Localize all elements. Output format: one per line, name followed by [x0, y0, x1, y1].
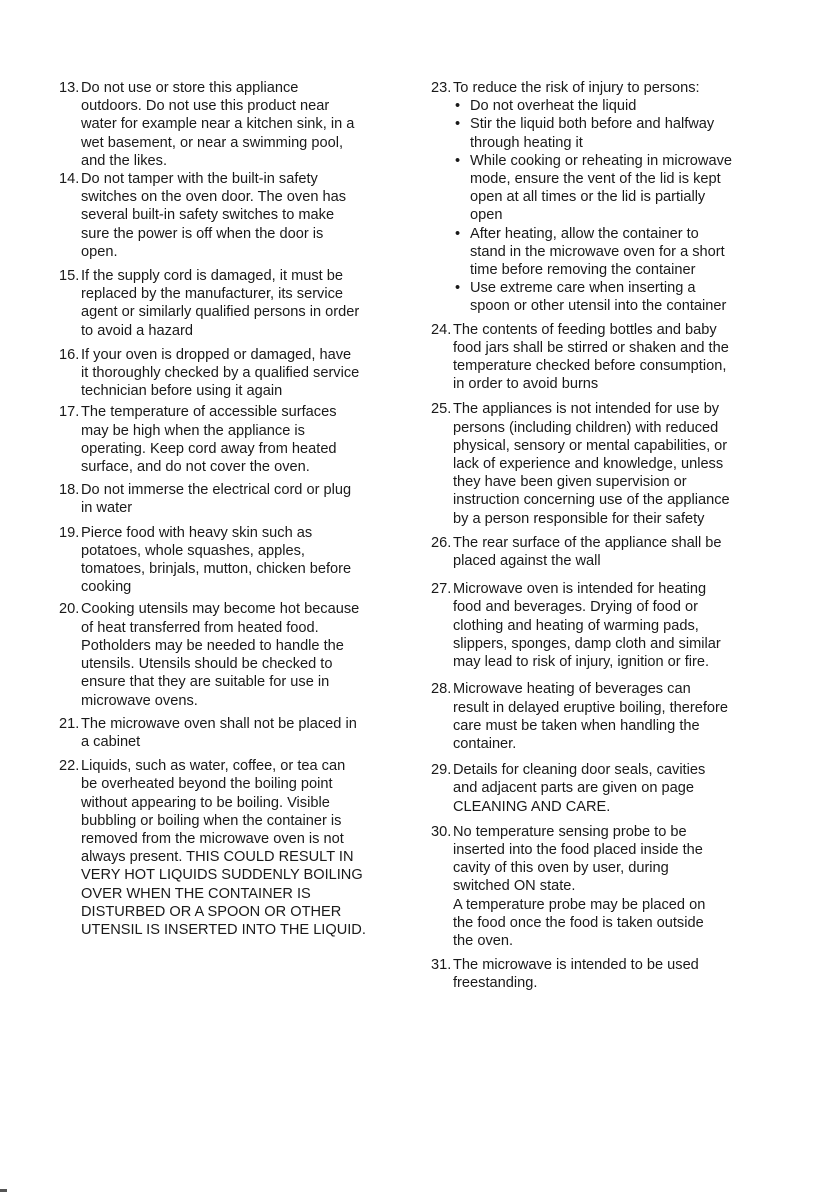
item-text-line: Cooking utensils may become hot because [81, 601, 360, 618]
item-text-line: OVER WHEN THE CONTAINER IS [81, 885, 311, 902]
bullet-item [453, 152, 761, 225]
item-text-line: agent or similarly qualified persons in order [81, 304, 360, 321]
item-number: 21. [59, 715, 80, 732]
item-text-line: CLEANING AND CARE. [453, 798, 611, 815]
item-number: 26. [431, 534, 452, 551]
safety-item-31 [431, 956, 761, 992]
item-text-line: The temperature of accessible surfaces [81, 404, 337, 421]
item-text-line: freestanding. [453, 975, 538, 992]
safety-item-30 [431, 823, 761, 950]
bullet-item [453, 97, 761, 115]
item-number: 20. [59, 601, 80, 618]
item-text-line: a cabinet [81, 733, 141, 750]
item-number: 24. [431, 321, 452, 338]
bullet-dot-icon: • [455, 152, 461, 169]
item-number: 13. [59, 80, 80, 96]
safety-item-17 [59, 403, 381, 476]
item-text-line: Microwave oven is intended for heating [453, 581, 707, 598]
item-text-line: No temperature sensing probe to be [453, 823, 687, 840]
bullet-text-line: open at all times or the lid is partially [470, 189, 706, 206]
item-text-line: inserted into the food placed inside the [453, 841, 703, 858]
item-text-line: A temperature probe may be placed on [453, 896, 706, 913]
item-text-line: Do not immerse the electrical cord or plug [81, 482, 352, 499]
item-number: 27. [431, 581, 452, 598]
item-text-line: operating. Keep cord away from heated [81, 440, 337, 457]
item-text-line: be overheated beyond the boiling point [81, 776, 333, 793]
item-text-line: technician before using it again [81, 383, 283, 400]
item-text-line: microwave ovens. [81, 692, 198, 709]
item-text-line: Microwave heating of beverages can [453, 681, 691, 698]
item-number: 30. [431, 823, 452, 840]
item-text-line: Do not tamper with the built-in safety [81, 171, 318, 188]
item-number: 16. [59, 346, 80, 363]
item-text-line: placed against the wall [453, 553, 601, 570]
safety-item-14 [59, 170, 381, 261]
item-number: 28. [431, 681, 452, 698]
item-text-line: potatoes, whole squashes, apples, [81, 542, 305, 559]
item-text-line: temperature checked before consumption, [453, 358, 727, 375]
item-text-line: in water [81, 500, 133, 517]
item-text-line: bubbling or boiling when the container is [81, 812, 342, 829]
item-text-line: The rear surface of the appliance shall be [453, 534, 722, 551]
item-text-line: may be high when the appliance is [81, 422, 305, 439]
item-number: 29. [431, 762, 452, 779]
item-text-line: UTENSIL IS INSERTED INTO THE LIQUID. [81, 921, 366, 938]
item-text-line: physical, sensory or mental capabilities, or [453, 437, 728, 454]
item-text-line: water for example near a kitchen sink, in a [81, 116, 355, 133]
item-number: 19. [59, 524, 80, 541]
item-text-line: persons (including children) with reduced [453, 419, 719, 436]
item-text-line: care must be taken when handling the [453, 717, 700, 734]
bullet-text-line: open [470, 207, 503, 224]
item-text-line: Details for cleaning door seals, cavities [453, 762, 706, 779]
item-text-line: Do not use or store this appliance [81, 80, 299, 96]
item-text-line: in order to avoid burns [453, 376, 599, 393]
item-text-line: tomatoes, brinjals, mutton, chicken before [81, 561, 352, 578]
safety-item-28 [431, 680, 761, 753]
item-text-line: it thoroughly checked by a qualified service [81, 365, 360, 382]
item-text-line: open. [81, 243, 118, 260]
bullet-text-line: While cooking or reheating in microwave [470, 152, 732, 169]
item-number: 25. [431, 401, 452, 418]
item-23-bullet-list [453, 97, 761, 315]
item-number: 14. [59, 171, 80, 188]
item-text-line: The appliances is not intended for use by [453, 401, 720, 418]
bullet-text-line: spoon or other utensil into the container [470, 298, 727, 315]
safety-item-25 [431, 400, 761, 527]
bullet-dot-icon: • [455, 116, 461, 133]
item-text-line: of heat transferred from heated food. [81, 619, 319, 636]
item-text-line: slippers, sponges, damp cloth and similar [453, 635, 721, 652]
item-text-line: VERY HOT LIQUIDS SUDDENLY BOILING [81, 867, 363, 884]
item-text-line: may lead to risk of injury, ignition or fire. [453, 654, 710, 671]
item-text-line: switched ON state. [453, 878, 576, 895]
item-text-line: outdoors. Do not use this product near [81, 98, 330, 115]
item-text-line: food and beverages. Drying of food or [453, 599, 699, 616]
item-text-line: the oven. [453, 932, 514, 949]
item-text-line: replaced by the manufacturer, its service [81, 286, 344, 303]
item-text-line: result in delayed eruptive boiling, therefore [453, 699, 729, 716]
item-text-line: The microwave oven shall not be placed in [81, 715, 357, 732]
left-column [59, 79, 381, 939]
item-text-line: DISTURBED OR A SPOON OR OTHER [81, 903, 342, 920]
bullet-text-line: Use extreme care when inserting a [470, 280, 696, 297]
safety-item-19 [59, 524, 381, 597]
item-number: 31. [431, 957, 452, 974]
item-text-line: wet basement, or near a swimming pool, [81, 134, 343, 151]
item-text-line: food jars shall be stirred or shaken and the [453, 339, 729, 356]
item-text-line: removed from the microwave oven is not [81, 830, 344, 847]
bullet-text-line: After heating, allow the container to [470, 225, 699, 242]
item-text-line: instruction concerning use of the appliance [453, 492, 730, 509]
bullet-text-line: mode, ensure the vent of the lid is kept [470, 171, 721, 188]
bullet-dot-icon: • [455, 280, 461, 297]
item-text-line: If your oven is dropped or damaged, have [81, 346, 352, 363]
safety-item-24 [431, 321, 761, 394]
item-text-line: The microwave is intended to be used [453, 957, 699, 974]
item-text-line: Potholders may be needed to handle the [81, 637, 344, 654]
safety-item-13 [59, 79, 381, 170]
item-text-line: The contents of feeding bottles and baby [453, 321, 717, 338]
safety-item-16 [59, 346, 381, 401]
item-number: 17. [59, 404, 80, 421]
bullet-item [453, 225, 761, 280]
bullet-text-line: time before removing the container [470, 262, 696, 279]
item-number: 22. [59, 758, 80, 775]
item-text-line: the food once the food is taken outside [453, 914, 704, 931]
bullet-text-line: Stir the liquid both before and halfway [470, 116, 715, 133]
item-text-line: ensure that they are suitable for use in [81, 674, 330, 691]
item-number: 23. [431, 80, 452, 96]
item-text-line: cavity of this oven by user, during [453, 860, 669, 877]
safety-item-18 [59, 481, 381, 517]
bullet-text-line: through heating it [470, 134, 583, 151]
item-text-line: by a person responsible for their safety [453, 510, 705, 527]
safety-item-22 [59, 757, 381, 939]
item-text-line: If the supply cord is damaged, it must be [81, 268, 344, 285]
item-text-line: and the likes. [81, 152, 167, 169]
safety-item-29 [431, 761, 761, 816]
item-text-line: they have been given supervision or [453, 474, 687, 491]
safety-item-20 [59, 600, 381, 709]
item-text-line: and adjacent parts are given on page [453, 780, 694, 797]
safety-item-26 [431, 534, 761, 570]
bullet-text-line: stand in the microwave oven for a short [470, 243, 725, 260]
item-text-line: container. [453, 735, 517, 752]
item-text-line: surface, and do not cover the oven. [81, 459, 310, 476]
item-text-line: to avoid a hazard [81, 322, 193, 339]
safety-item-27 [431, 580, 761, 671]
bullet-item [453, 279, 761, 315]
item-text-line: cooking [81, 579, 132, 596]
item-text-line: Liquids, such as water, coffee, or tea can [81, 758, 346, 775]
item-number: 18. [59, 482, 80, 499]
item-text-line: without appearing to be boiling. Visible [81, 794, 330, 811]
item-text-line: utensils. Utensils should be checked to [81, 656, 333, 673]
item-text-line: Pierce food with heavy skin such as [81, 524, 313, 541]
bullet-item [453, 115, 761, 151]
item-text-line: always present. THIS COULD RESULT IN [81, 849, 354, 866]
bullet-dot-icon: • [455, 98, 461, 115]
bullet-dot-icon: • [455, 225, 461, 242]
safety-item-15 [59, 267, 381, 340]
item-text-line: lack of experience and knowledge, unless [453, 456, 724, 473]
right-column-items [431, 321, 761, 993]
item-text-line: clothing and heating of warming pads, [453, 617, 699, 634]
right-column [431, 79, 761, 993]
item-23-intro: To reduce the risk of injury to persons: [453, 80, 700, 96]
bullet-text-line: Do not overheat the liquid [470, 98, 637, 115]
item-text-line: sure the power is off when the door is [81, 225, 324, 242]
safety-item-23 [431, 79, 761, 316]
item-number: 15. [59, 268, 80, 285]
item-text-line: switches on the oven door. The oven has [81, 189, 347, 206]
safety-item-21 [59, 715, 381, 751]
item-text-line: several built-in safety switches to make [81, 207, 335, 224]
